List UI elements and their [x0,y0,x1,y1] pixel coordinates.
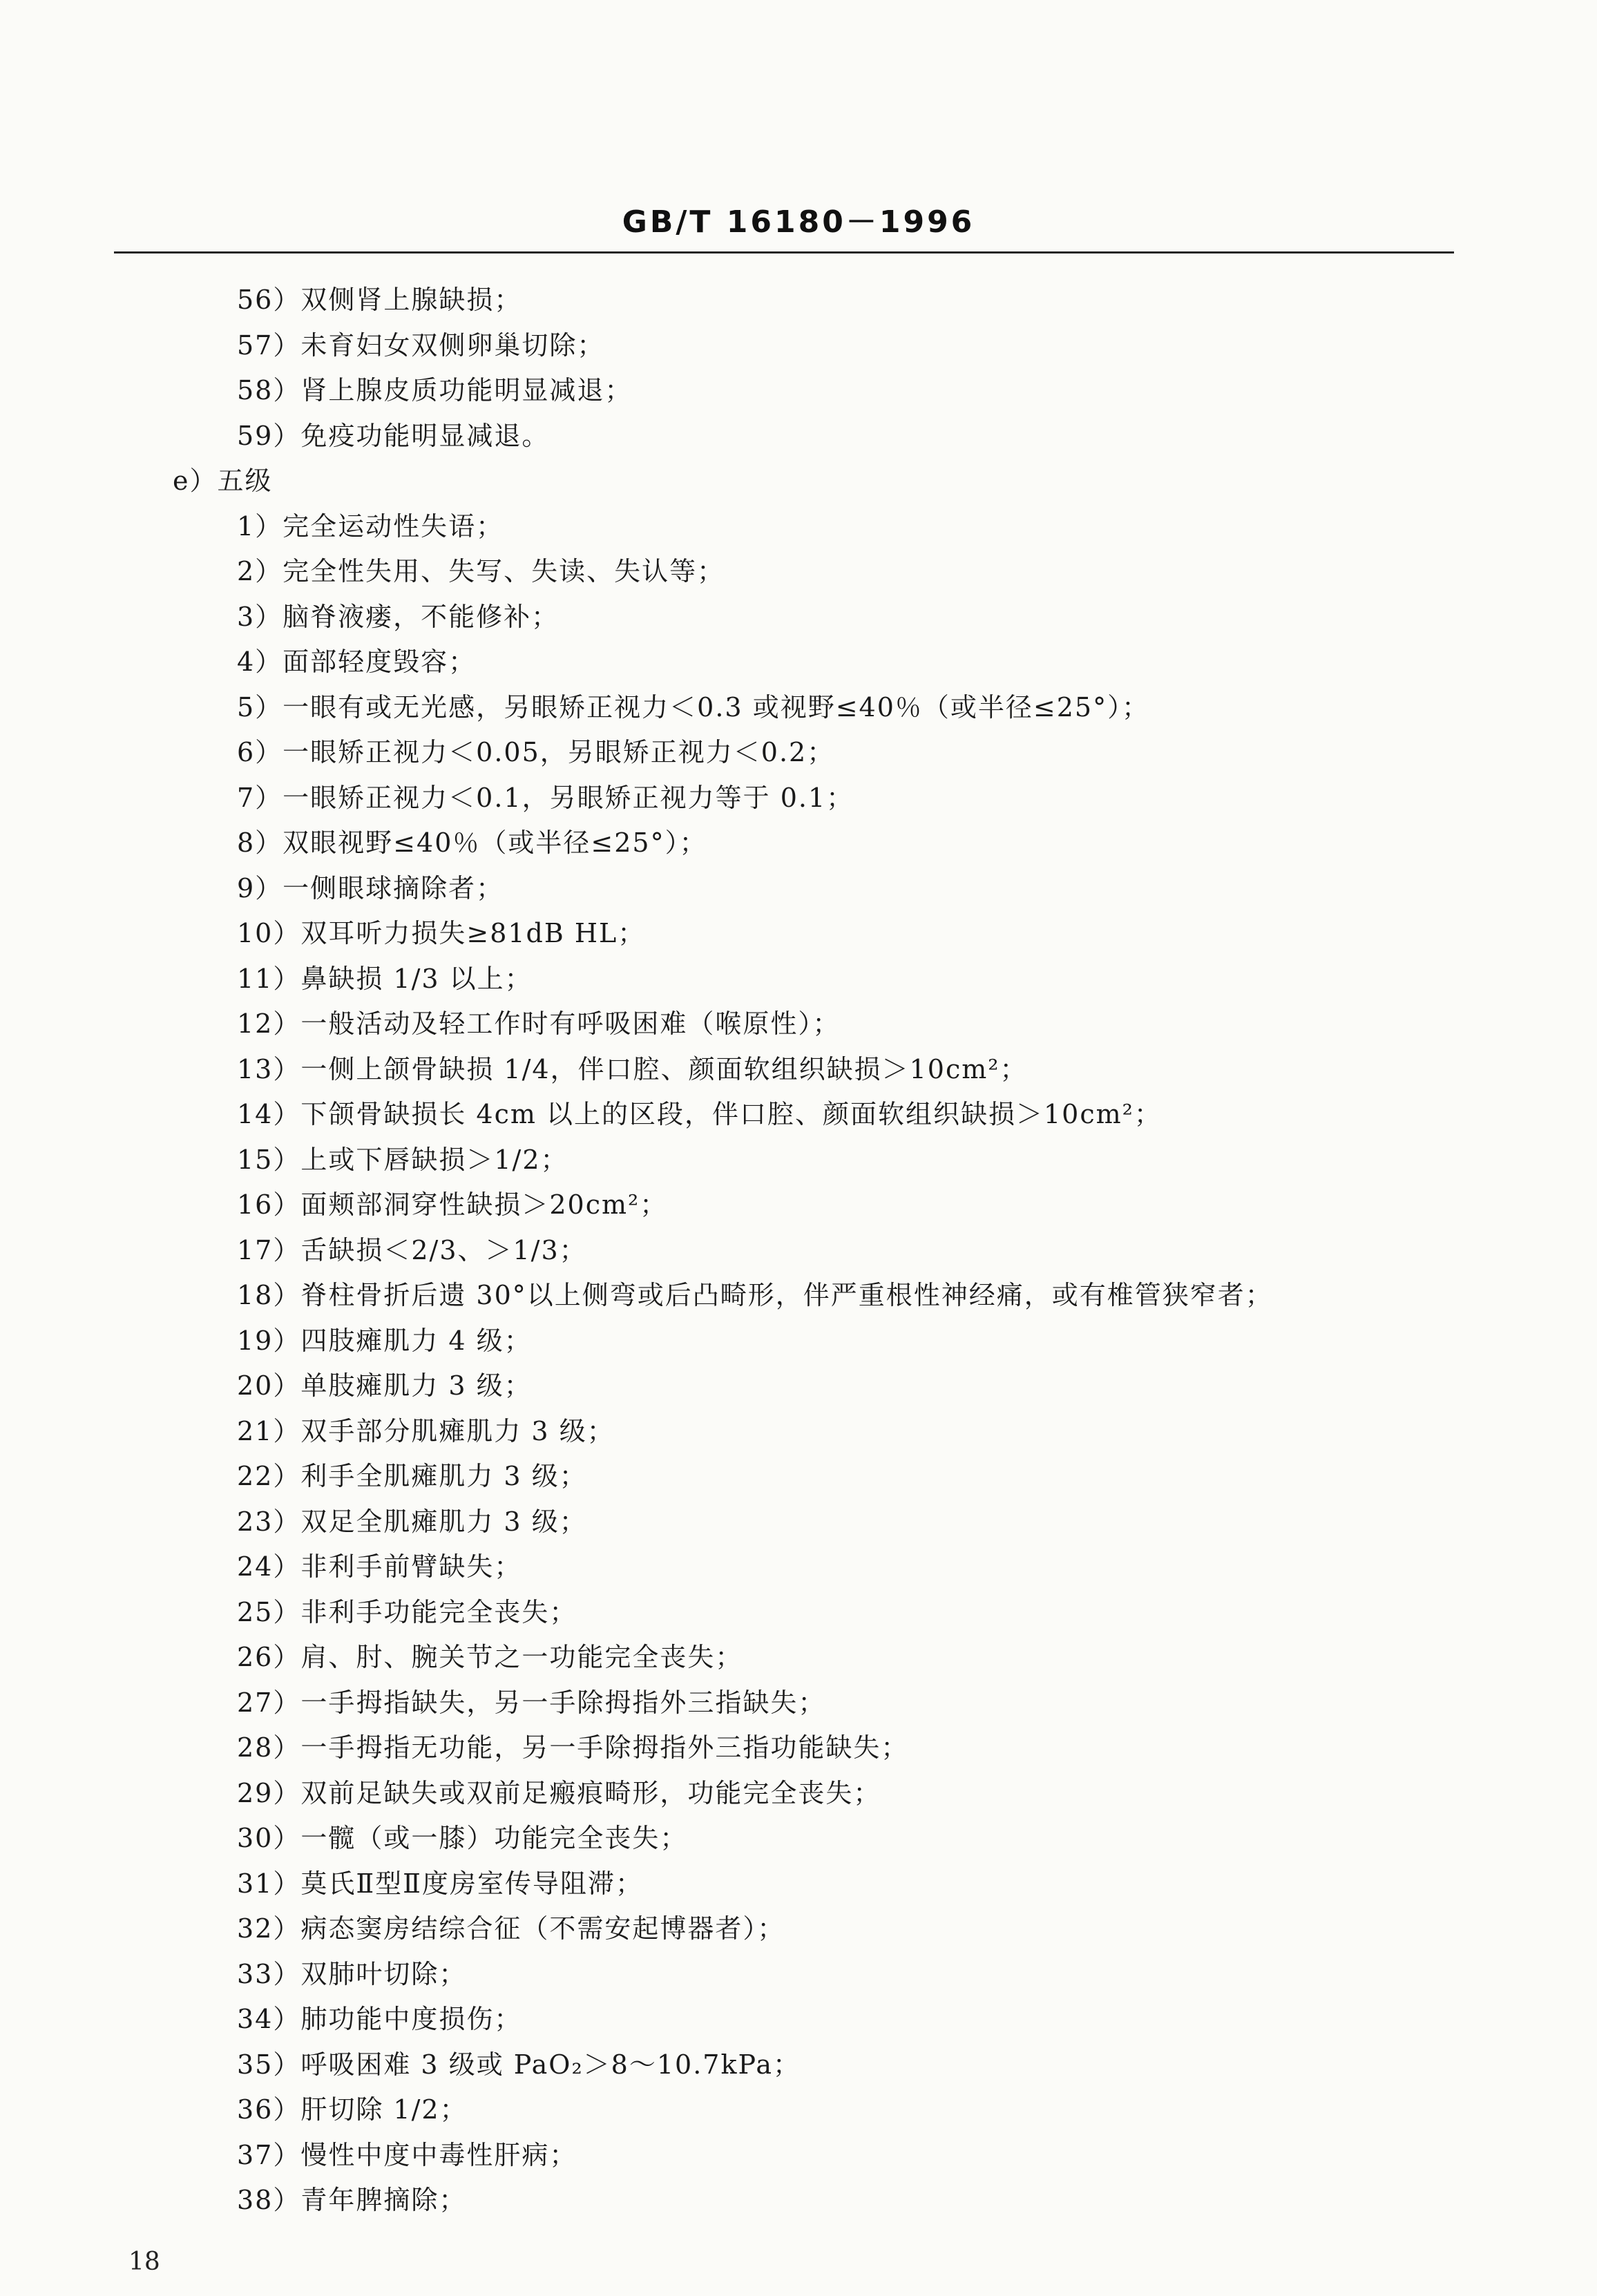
list-item: 17）舌缺损＜2/3、＞1/3； [237,1234,587,1265]
list-item: 13）一侧上颌骨缺损 1/4，伴口腔、颜面软组织缺损＞10cm²； [237,1053,1028,1084]
list-item: 15）上或下唇缺损＞1/2； [237,1144,568,1175]
list-item: 20）单肢瘫肌力 3 级； [237,1370,532,1401]
list-item: 59）免疫功能明显减退。 [237,420,550,451]
list-item: 32）病态窦房结综合征（不需安起博器者）； [237,1913,785,1944]
list-item: 30）一髋（或一膝）功能完全丧失； [237,1823,688,1853]
list-item: 4）面部轻度毁容； [237,647,477,677]
list-item: 16）面颊部洞穿性缺损＞20cm²； [237,1189,668,1220]
list-item: 37）慢性中度中毒性肝病； [237,2139,577,2170]
list-item: 10）双耳听力损失≥81dB HL； [237,918,646,948]
section-heading: e）五级 [173,466,273,496]
list-item: 36）肝切除 1/2； [237,2094,468,2125]
list-item: 58）肾上腺皮质功能明显减退； [237,375,633,405]
list-item: 12）一般活动及轻工作时有呼吸困难（喉原性）； [237,1008,841,1039]
list-item: 38）青年脾摘除； [237,2185,467,2215]
list-item: 22）利手全肌瘫肌力 3 级； [237,1461,587,1491]
document-header: GB/T 16180－1996 [622,204,975,240]
list-item: 11）鼻缺损 1/3 以上； [237,963,533,994]
list-item: 24）非利手前臂缺失； [237,1551,522,1582]
list-item: 31）莫氏Ⅱ型Ⅱ度房室传导阻滞； [237,1868,644,1899]
list-item: 8）双眼视野≤40％（或半径≤25°）； [237,827,707,858]
list-item: 18）脊柱骨折后遗 30°以上侧弯或后凸畸形，伴严重根性神经痛，或有椎管狭窄者； [237,1280,1273,1310]
list-item: 29）双前足缺失或双前足瘢痕畸形，功能完全丧失； [237,1777,881,1808]
list-item: 21）双手部分肌瘫肌力 3 级； [237,1415,615,1446]
list-item: 23）双足全肌瘫肌力 3 级； [237,1506,587,1537]
list-item: 33）双肺叶切除； [237,1958,467,1989]
list-item: 26）肩、肘、腕关节之一功能完全丧失； [237,1642,743,1672]
list-item: 28）一手拇指无功能，另一手除拇指外三指功能缺失； [237,1732,909,1763]
list-item: 2）完全性失用、失写、失读、失认等； [237,556,725,586]
list-item: 27）一手拇指缺失，另一手除拇指外三指缺失； [237,1687,826,1718]
list-item: 5）一眼有或无光感，另眼矫正视力＜0.3 或视野≤40％（或半径≤25°）； [237,691,1150,723]
list-item: 9）一侧眼球摘除者； [237,872,504,903]
list-item: 7）一眼矫正视力＜0.1，另眼矫正视力等于 0.1； [237,782,854,813]
list-item: 6）一眼矫正视力＜0.05，另眼矫正视力＜0.2； [237,737,835,767]
list-item: 19）四肢瘫肌力 4 级； [237,1325,532,1356]
list-item: 25）非利手功能完全丧失； [237,1596,577,1627]
header-rule [114,251,1454,253]
list-item: 1）完全运动性失语； [237,510,504,542]
document-body [0,278,1597,2223]
list-item: 34）肺功能中度损伤； [237,2004,522,2034]
list-item: 14）下颌骨缺损长 4cm 以上的区段，伴口腔、颜面软组织缺损＞10cm²； [237,1099,1162,1129]
list-item: 57）未育妇女双侧卵巢切除； [237,329,605,361]
page-number: 18 [128,2248,160,2276]
list-item: 3）脑脊液瘘，不能修补； [237,601,560,632]
list-item: 56）双侧肾上腺缺损； [237,285,522,315]
list-item: 35）呼吸困难 3 级或 PaO₂＞8～10.7kPa； [237,2049,801,2080]
